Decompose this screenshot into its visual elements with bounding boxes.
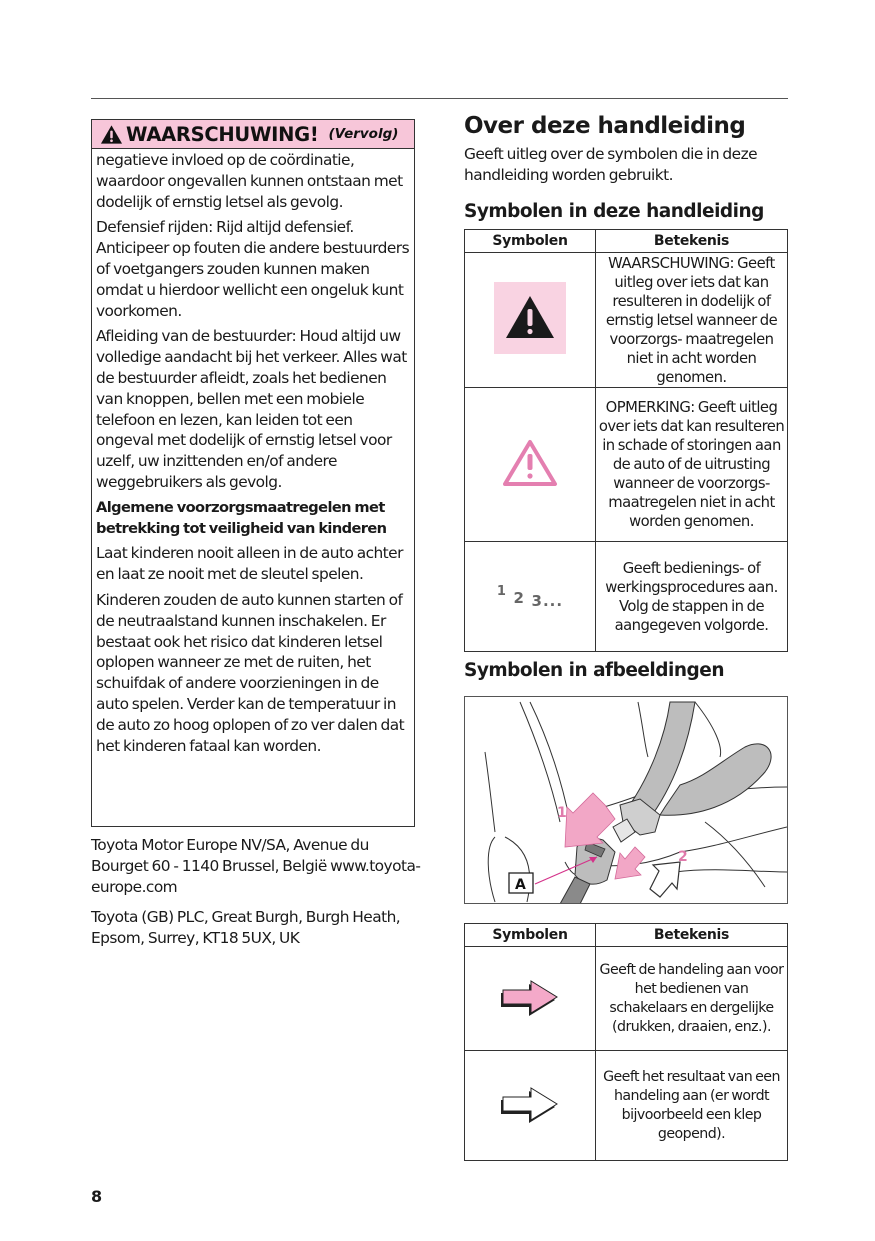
meaning-text: WAARSCHUWING: Geeft uitleg over iets dat kan resulteren in dodelijk of ernstig letsel wanneer de voorzorgs- maatregelen niet in acht worden genomen. (596, 253, 788, 388)
white-result-arrow-icon (499, 1083, 561, 1125)
table-row (465, 253, 788, 388)
page-title: Over deze handleiding (464, 113, 746, 139)
intro-text: Geeft uitleg over de symbolen die in deze handleiding worden gebruikt. (464, 145, 758, 184)
page-number: 8 (91, 1187, 103, 1206)
right-column (464, 110, 788, 1161)
table-row (465, 1051, 788, 1161)
section-title-figure-symbols: Symbolen in afbeeldingen (464, 660, 724, 681)
caution-triangle-outline-icon (501, 438, 559, 488)
svg-text:A: A (515, 877, 526, 893)
warning-paragraph: negatieve invloed op de coördinatie, waardoor ongevallen kunnen ontstaan met dodelijk of ernstig letsel als gevolg. (96, 151, 403, 211)
pink-action-arrow-icon (499, 976, 561, 1018)
warning-header (92, 120, 414, 149)
warning-body (92, 149, 414, 756)
warning-paragraph: Laat kinderen nooit alleen in de auto achter en laat ze nooit met de sleutel spelen. (96, 544, 403, 584)
svg-text:2: 2 (678, 849, 688, 865)
section-title-manual-symbols: Symbolen in deze handleiding (464, 201, 764, 222)
top-rule (91, 98, 788, 99)
table-row (465, 947, 788, 1051)
header-symbols: Symbolen (465, 924, 596, 947)
header-meaning: Betekenis (596, 230, 788, 253)
warning-paragraph: Kinderen zouden de auto kunnen starten of de neutraalstand kunnen inschakelen. Er bestaat ook het risico dat kinderen letsel oplopen wanneer ze met de ruiten, het schuifdak of andere voorzieningen in de auto spelen. Verder kan de temperatuur in de auto zo hoog oplopen of zo ver dalen dat het kinderen fataal kan worden. (96, 590, 405, 755)
table-header-row (465, 924, 788, 947)
seatbelt-buckle-illustration (465, 697, 788, 904)
warning-triangle-filled-icon (494, 282, 566, 354)
address-block (91, 835, 421, 958)
header-symbols: Symbolen (465, 230, 596, 253)
warning-paragraph: Defensief rijden: Rijd altijd defensief. Anticipeer op fouten die andere bestuurders of voetgangers zouden kunnen maken omdat u hierdoor wellicht een ongeluk kunt voorkomen. (96, 218, 410, 320)
meaning-text: OPMERKING: Geeft uitleg over iets dat kan resulteren in schade of storingen aan de auto of de uitrusting wanneer de voorzorgs- maatregelen niet in acht worden genomen. (596, 388, 788, 542)
warning-box (91, 119, 415, 827)
table-row (465, 388, 788, 542)
step-numbers-icon: $^1$ 2 3... (496, 583, 564, 611)
warning-title: WAARSCHUWING! (126, 122, 319, 146)
warning-continued-label: (Vervolg) (328, 126, 399, 142)
table-header-row (465, 230, 788, 253)
warning-paragraph: Afleiding van de bestuurder: Houd altijd uw volledige aandacht bij het verkeer. Alles wat de bestuurder afleidt, zoals het bedienen van knoppen, bellen met een mobiele telefoon en lezen, kan leiden tot een ongeval met dodelijk of ernstig letsel voor uzelf, uw inzittenden en/of andere weggebruikers als gevolg. (96, 327, 407, 491)
header-meaning: Betekenis (596, 924, 788, 947)
seatbelt-illustration (464, 696, 788, 904)
meaning-text: Geeft bedienings- of werkingsprocedures aan. Volg de stappen in de aangegeven volgorde. (596, 542, 788, 652)
figure-symbols-table (464, 923, 788, 1161)
svg-text:1: 1 (557, 805, 567, 821)
table-row (465, 542, 788, 652)
symbols-table (464, 229, 788, 652)
address-toyota-europe: Toyota Motor Europe NV/SA, Avenue du Bourget 60 - 1140 Brussel, België www.toyota-europe.com (91, 836, 421, 896)
warning-triangle-icon (100, 124, 123, 145)
meaning-text: Geeft de handeling aan voor het bedienen van schakelaars en dergelijke (drukken, draaien, enz.). (596, 947, 788, 1051)
meaning-text: Geeft het resultaat van een handeling aan (er wordt bijvoorbeeld een klep geopend). (596, 1051, 788, 1161)
warning-subheading: Algemene voorzorgsmaatregelen met betrekking tot veiligheid van kinderen (96, 498, 387, 537)
address-toyota-gb: Toyota (GB) PLC, Great Burgh, Burgh Heath, Epsom, Surrey, KT18 5UX, UK (91, 908, 401, 947)
